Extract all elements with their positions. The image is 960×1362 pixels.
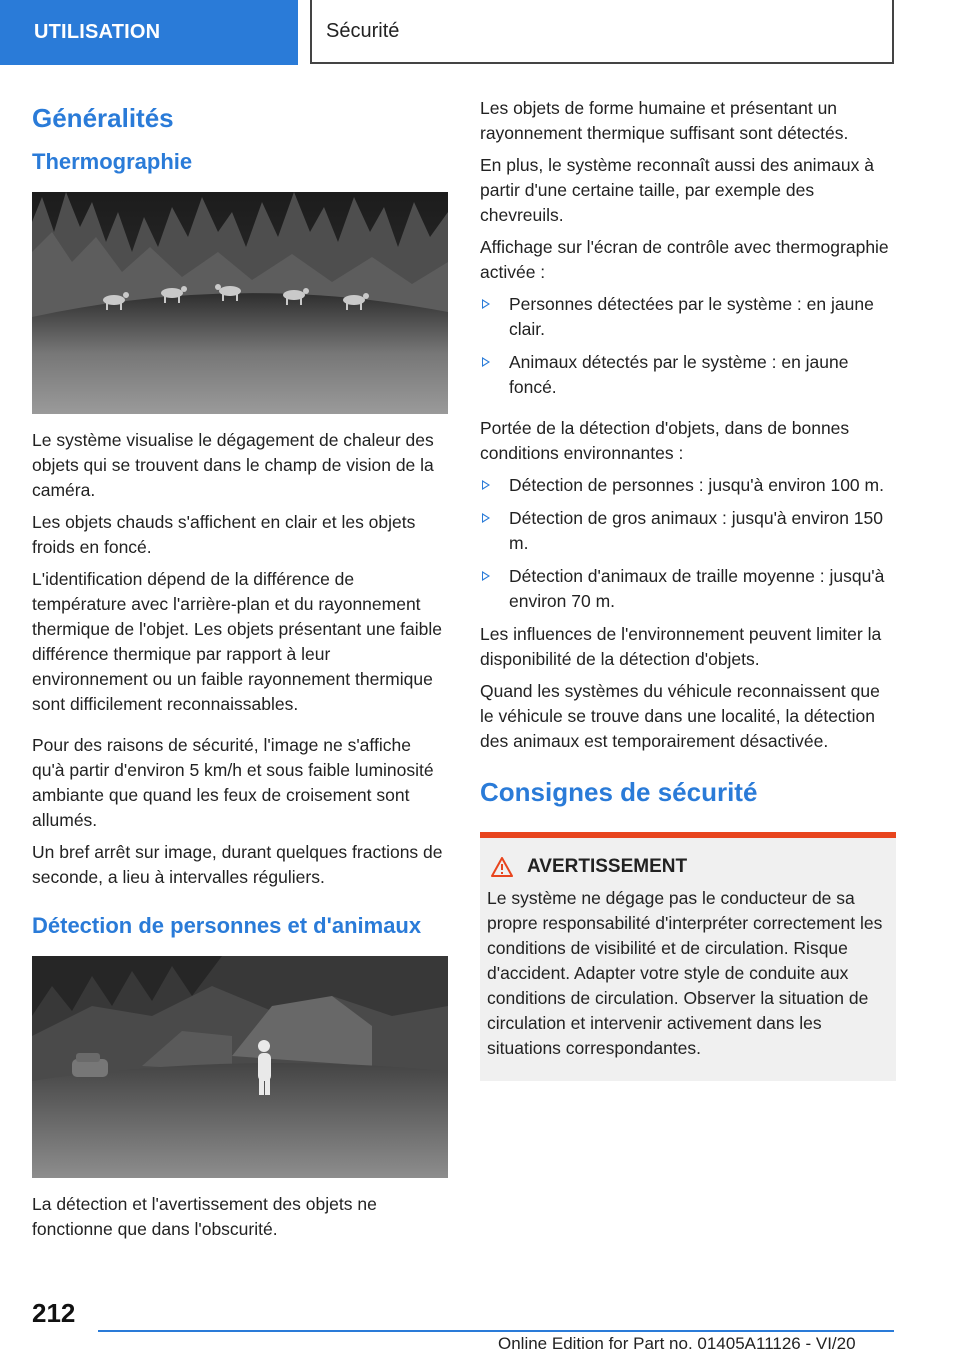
triangle-bullet-icon xyxy=(482,480,490,490)
list-item: Détection d'animaux de traille moyenne : jusqu'à environ 70 m. xyxy=(480,564,896,614)
footer-divider xyxy=(98,1330,894,1332)
paragraph: Affichage sur l'écran de contrôle avec thermographie activée : xyxy=(480,237,889,282)
page-number: 212 xyxy=(32,1298,76,1328)
paragraph: L'identification dépend de la différence de température avec l'arrière-plan et du rayonnement thermique de l'objet. Les objets présentant une faible différence thermique par rapport à leur environnement ou un faible rayonnement thermique sont difficilement reconnaissables. xyxy=(32,569,443,714)
heading-consignes: Consignes de sécurité xyxy=(480,777,758,807)
paragraph: Quand les systèmes du véhicule reconnaissent que le véhicule se trouve dans une localité, la détection des animaux est temporairement désactivée. xyxy=(480,681,880,751)
paragraph: Les objets chauds s'affichent en clair et les objets froids en foncé. xyxy=(32,512,416,557)
paragraph: La détection et l'avertissement des objets ne fonctionne que dans l'obscurité. xyxy=(32,1194,377,1239)
topic-header xyxy=(310,0,894,64)
heading-detection: Détection de personnes et d'animaux xyxy=(32,913,422,938)
warning-text: Le système ne dégage pas le conducteur de sa propre responsabilité d'interpréter correctement les conditions de visibilité et de circulation. Risque d'accident. Adapter votre style de conduite aux conditions de circulation. Observer la situation de circulation et intervenir activement dans les situations correspondantes. xyxy=(487,888,883,1058)
detection-range-list xyxy=(480,473,896,614)
list-item: Personnes détectées par le système : en jaune clair. xyxy=(480,292,896,342)
heading-generalites: Généralités xyxy=(32,103,174,133)
triangle-bullet-icon xyxy=(482,571,490,581)
footer-edition: Online Edition for Part no. 01405A11126 - VI/20 xyxy=(498,1334,856,1353)
list-item: Détection de gros animaux : jusqu'à environ 150 m. xyxy=(480,506,896,556)
paragraph: Portée de la détection d'objets, dans de bonnes conditions environnantes : xyxy=(480,418,850,463)
paragraph: Pour des raisons de sécurité, l'image ne s'affiche qu'à partir d'environ 5 km/h et sous faible luminosité ambiante que quand les feux de croisement sont allumés. xyxy=(32,735,434,830)
heading-thermographie: Thermographie xyxy=(32,149,193,174)
warning-title-text: AVERTISSEMENT xyxy=(527,856,688,877)
right-column xyxy=(480,96,896,1081)
warning-title xyxy=(487,856,889,878)
triangle-bullet-icon xyxy=(482,299,490,309)
topic-title: Sécurité xyxy=(326,19,400,42)
thermography-pedestrian-image xyxy=(32,956,448,1178)
list-item: Détection de personnes : jusqu'à environ 100 m. xyxy=(480,473,896,498)
paragraph: En plus, le système reconnaît aussi des animaux à partir d'une certaine taille, par exemple des chevreuils. xyxy=(480,155,874,225)
section-tab xyxy=(0,0,298,65)
left-column xyxy=(32,96,448,1249)
triangle-bullet-icon xyxy=(482,513,490,523)
paragraph: Les influences de l'environnement peuvent limiter la disponibilité de la détection d'objets. xyxy=(480,624,882,669)
paragraph: Les objets de forme humaine et présentant un rayonnement thermique suffisant sont détectés. xyxy=(480,98,849,143)
display-colors-list xyxy=(480,292,896,400)
warning-icon xyxy=(491,857,513,877)
section-title: UTILISATION xyxy=(34,21,161,43)
warning-box xyxy=(480,832,896,1081)
thermography-animals-image xyxy=(32,192,448,414)
paragraph: Un bref arrêt sur image, durant quelques fractions de seconde, a lieu à intervalles réguliers. xyxy=(32,842,443,887)
list-item: Animaux détectés par le système : en jaune foncé. xyxy=(480,350,896,400)
triangle-bullet-icon xyxy=(482,357,490,367)
paragraph: Le système visualise le dégagement de chaleur des objets qui se trouvent dans le champ de vision de la caméra. xyxy=(32,430,434,500)
